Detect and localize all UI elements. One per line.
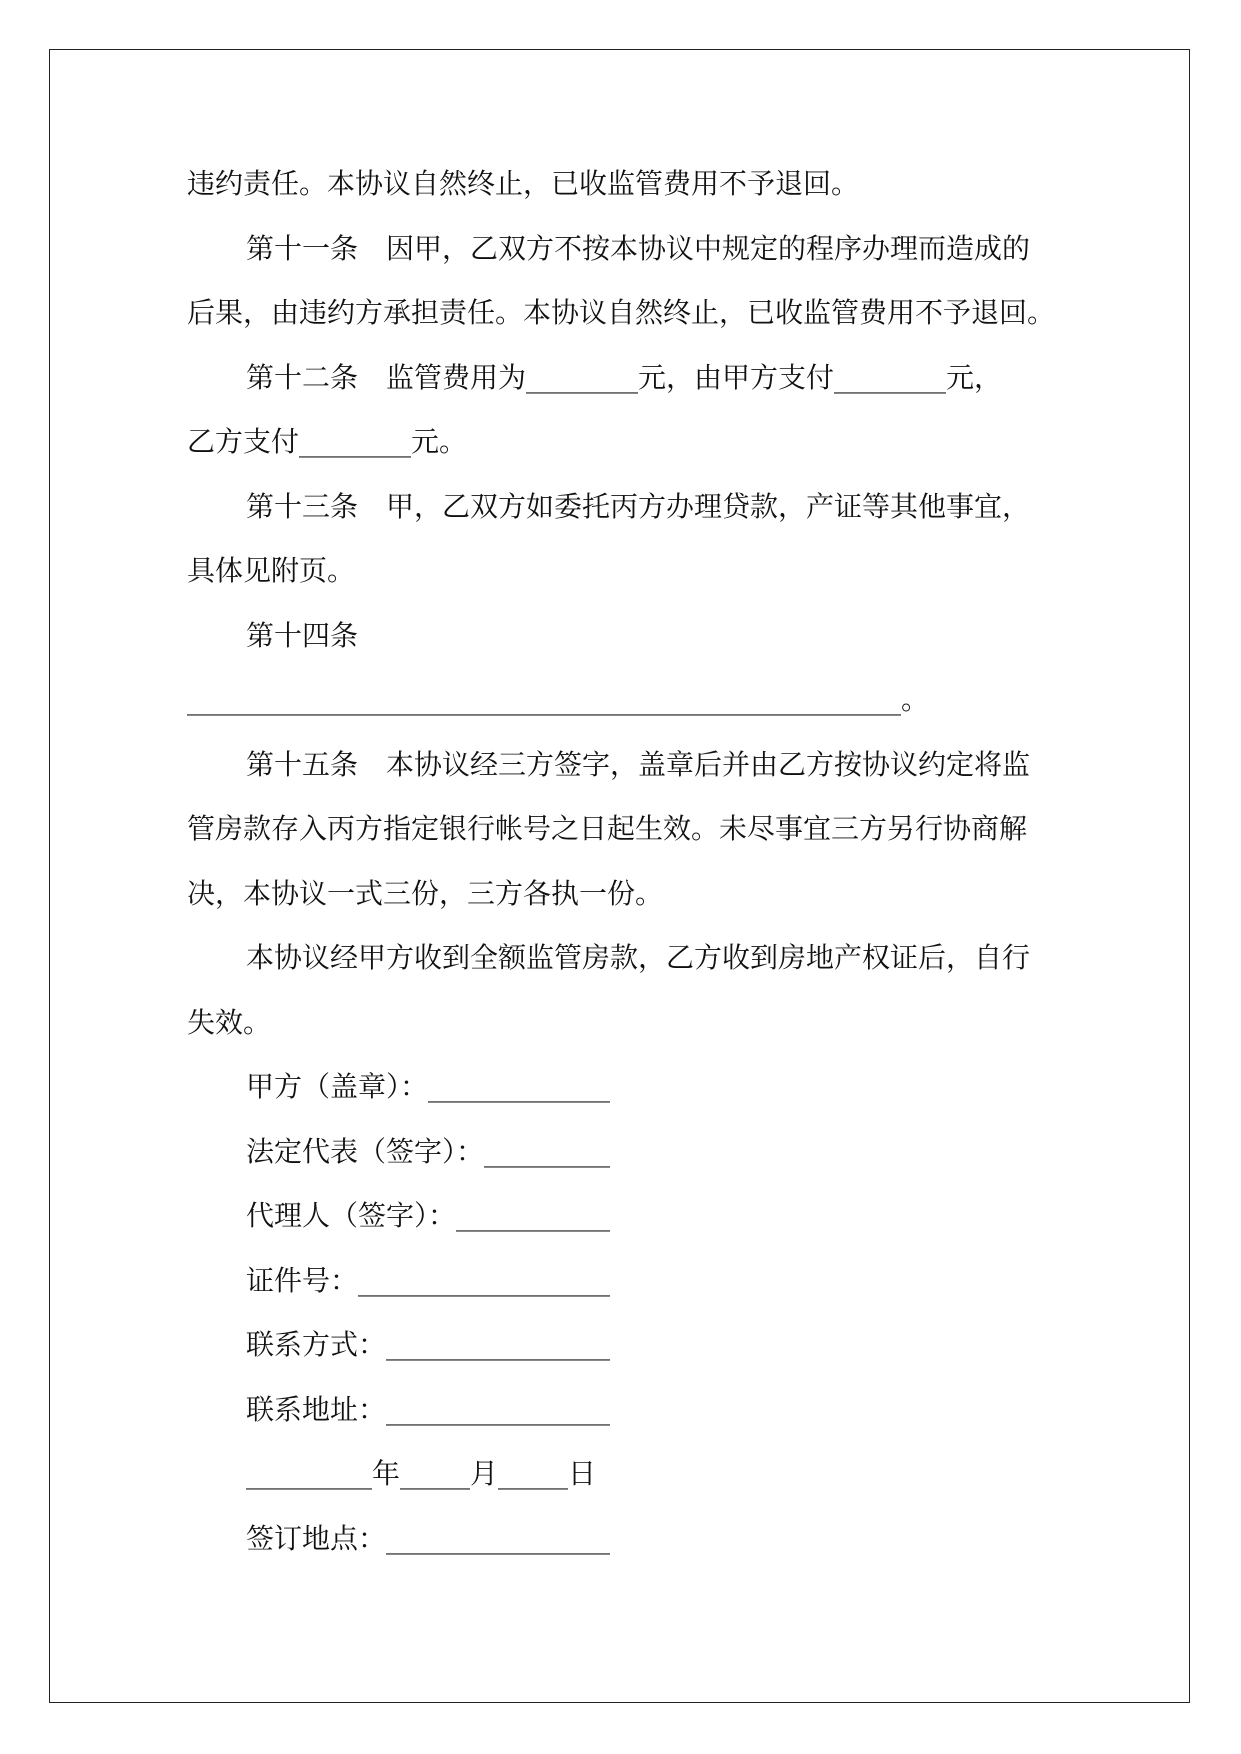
text-line: 违约责任。本协议自然终止，已收监管费用不予退回。 [187,167,860,200]
agent-signature-field: 代理人（签字）：___________ [246,1199,611,1232]
article-13-line-1: 第十三条 甲，乙双方如委托丙方办理贷款，产证等其他事宜， [246,489,1031,523]
article-15-line-2: 管房款存入丙方指定银行帐号之日起生效。未尽事宜三方另行协商解 [187,812,1028,845]
article-15-line-3: 决，本协议一式三份，三方各执一份。 [187,876,664,910]
article-11-line-1: 第十一条 因甲，乙双方不按本协议中规定的程序办理而造成的 [246,231,1031,265]
article-12-line-1: 第十二条 监管费用为________元，由甲方支付________元， [246,360,1003,394]
party-a-seal-field: 甲方（盖章）：_____________ [246,1070,611,1103]
document-body [187,156,1057,1575]
legal-representative-field: 法定代表（签字）：_________ [246,1134,611,1168]
article-11-line-2: 后果，由违约方承担责任。本协议自然终止，已收监管费用不予退回。 [187,296,1056,329]
signing-place-field: 签订地点：________________ [246,1521,611,1555]
contact-method-field: 联系方式：________________ [246,1328,611,1361]
article-12-line-2: 乙方支付________元。 [187,425,468,458]
article-14-line-1: 第十四条 [246,618,359,652]
date-field: _________年_____月_____日 [246,1457,597,1490]
expiry-clause-line-1: 本协议经甲方收到全额监管房款，乙方收到房地产权证后，自行 [246,941,1031,974]
article-15-line-1: 第十五条 本协议经三方签字，盖章后并由乙方按协议约定将监 [246,747,1031,781]
contact-address-field: 联系地址：________________ [246,1392,611,1426]
id-number-field: 证件号：__________________ [246,1263,611,1297]
article-13-line-2: 具体见附页。 [187,554,356,587]
expiry-clause-line-2: 失效。 [187,1005,272,1039]
article-14-blank-line: ___________________________________________________。 [187,683,930,716]
